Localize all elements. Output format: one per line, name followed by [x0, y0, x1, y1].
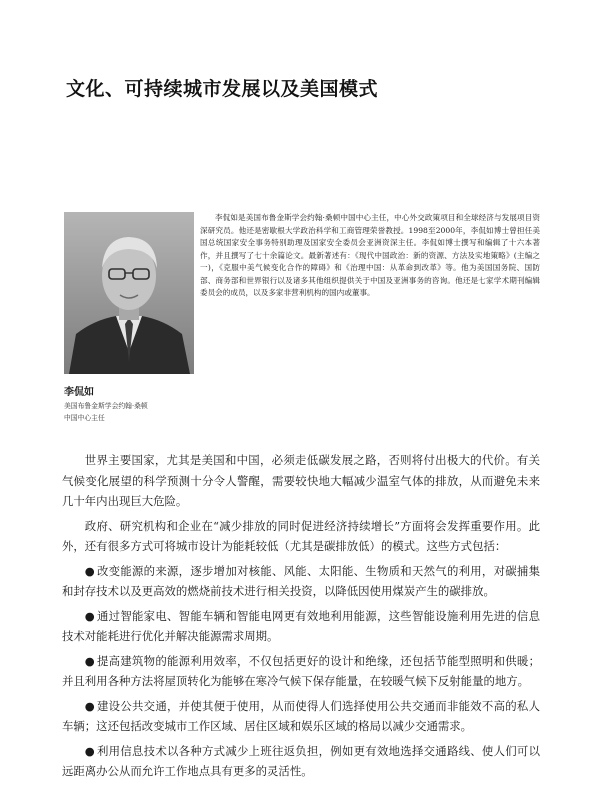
bullet-item-4	[62, 696, 540, 737]
bullet-icon: ●	[84, 653, 96, 668]
bullet-text-4: 建设公共交通，并使其便于使用，从而使得人们选择使用公共交通而非能效不高的私人车辆；这还包括改变城市工作区域、居住区域和娱乐区域的格局以减少交通需求。	[62, 698, 540, 733]
bullet-text-2: 通过智能家电、智能车辆和智能电网更有效地利用能源，这些智能设施利用先进的信息技术对能耗进行优化并解决能源需求周期。	[62, 608, 540, 643]
affiliation-line-1: 美国布鲁金斯学会约翰·桑顿	[64, 402, 148, 410]
affiliation-line-2: 中国中心主任	[64, 414, 105, 422]
bullet-item-5	[62, 741, 540, 782]
bullet-text-5: 利用信息技术以各种方式减少上班往返负担，例如更有效地选择交通路线、使人们可以远距离办公从而允许工作地点具有更多的灵活性。	[62, 743, 540, 778]
author-bio: 李侃如是美国布鲁金斯学会约翰·桑顿中国中心主任，中心外交政策项目和全球经济与发展项目资深研究员。他还是密歇根大学政治科学和工商管理荣誉教授。1998至2000年，李侃如博士曾担任美国总统国家安全事务特别助理及国家安全委员会亚洲资深主任。李侃如博士撰写和编辑了十六本著作，并且撰写了七十余篇论文。最新著述有：《现代中国政治：新的资源、方法及实地策略》(主编之一)，《克服中美气候变化合作的障碍》和《治理中国：从革命到改革》等。他为美国国务院、国防部、商务部和世界银行以及诸多其他组织提供关于中国及亚洲事务的咨询。他还是七家学术期刊编辑委员会的成员，以及多家非营利机构的国内或董事。	[200, 213, 540, 297]
bullet-icon: ●	[84, 698, 96, 713]
paragraph-2: 政府、研究机构和企业在“减少排放的同时促进经济持续增长”方面将会发挥重要作用。此外，还有很多方式可将城市设计为能耗较低（尤其是碳排放低）的模式。这些方式包括：	[62, 518, 540, 553]
bullet-text-3: 提高建筑物的能源利用效率，不仅包括更好的设计和绝缘，还包括节能型照明和供暖；并且利用各种方法将屋顶转化为能够在寒冷气候下保存能量，在较暖气候下反射能量的地方。	[62, 653, 540, 688]
bullet-icon: ●	[84, 743, 96, 758]
bullet-text-1: 改变能源的来源，逐步增加对核能、风能、太阳能、生物质和天然气的利用，对碳捕集和封存技术以及更高效的燃烧前技术进行相关投资，以降低因使用煤炭产生的碳排放。	[62, 563, 540, 598]
bullet-item-1	[62, 561, 540, 602]
bullet-icon: ●	[84, 608, 96, 623]
author-name: 李侃如	[64, 387, 94, 398]
article-title: 文化、可持续城市发展以及美国模式	[66, 78, 379, 100]
bullet-item-3	[62, 651, 540, 692]
bullet-item-2	[62, 606, 540, 647]
author-affiliation	[64, 400, 148, 424]
article-body	[62, 450, 540, 786]
paragraph-1: 世界主要国家，尤其是美国和中国，必须走低碳发展之路，否则将付出极大的代价。有关气候变化展望的科学预测十分令人警醒，需要较快地大幅减少温室气体的排放，从而避免未来几十年内出现巨大危险。	[62, 453, 540, 508]
author-photo	[64, 212, 194, 374]
bullet-icon: ●	[84, 563, 96, 578]
